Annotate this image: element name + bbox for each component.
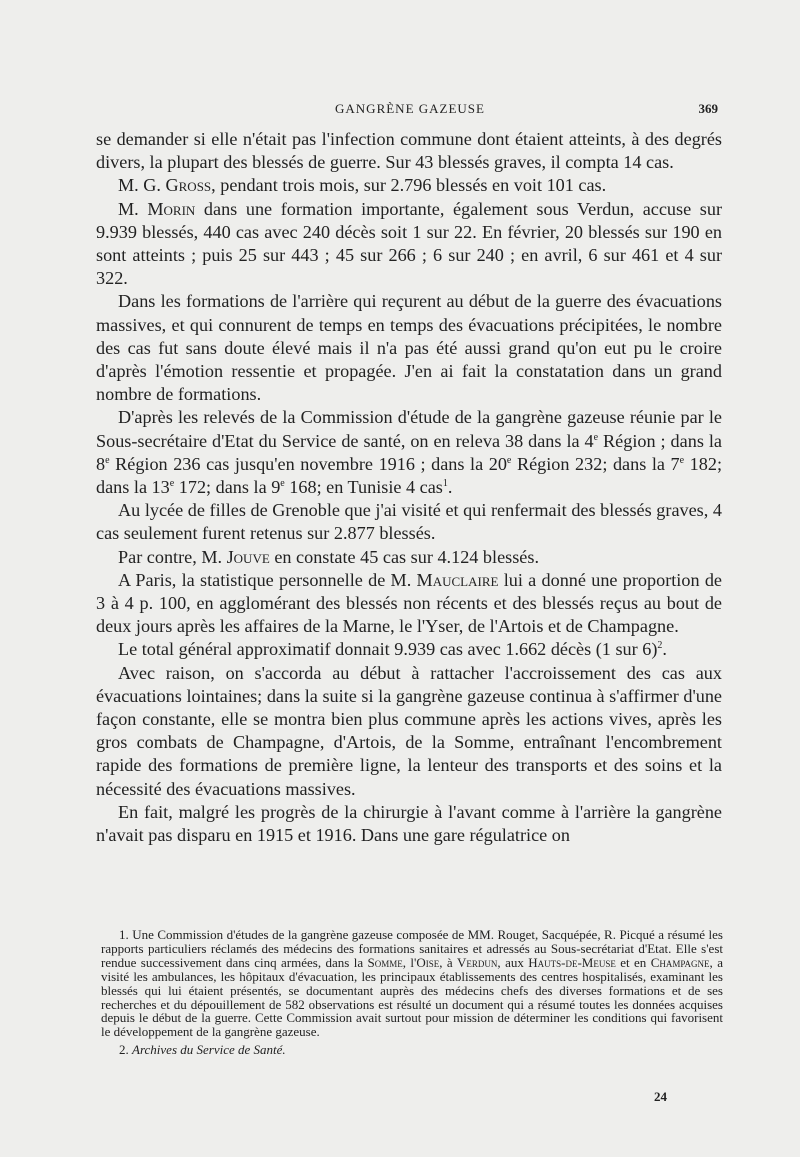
paragraph-10: Avec raison, on s'accorda au début à rattacher l'accroissement des cas aux évacuations lointaines; dans la suite si la gangrène gazeuse continua à s'affirmer d'une façon constante, elle se montra bien plus commune après les actions vives, après les gros combats de Champagne, d'Artois, de la Somme, entraînant l'encombrement rapide des formations de première ligne, la lenteur des transports et des soins et la nécessité des évacuations massives. [96, 662, 722, 799]
paragraph-1: se demander si elle n'était pas l'infection commune dont étaient atteints, à des degrés divers, la plupart des blessés de guerre. Sur 43 blessés graves, il compta 14 cas. [96, 129, 722, 173]
footnotes [101, 928, 723, 1057]
footnote-ref-2: 2 [657, 640, 663, 652]
footnote-ref-1: 1 [442, 477, 448, 489]
paragraph-9: Le total général approximatif donnait 9.939 cas avec 1.662 décès (1 sur 6)$^2$. [118, 639, 667, 660]
footnote-1: 1. Une Commission d'études de la gangrène gazeuse composée de MM. Rouget, Sacquépée, R. Picqué a résumé les rapports particuliers réclamés des médecins des formations sanitaires et adressés au Sous-secrétariat d'Etat. Elle s'est rendue successivement dans cinq armées, dans la Somme, l'Oise, à Verdun, aux Hauts-de-Meuse et en Champagne, a visité les ambulances, les hôpitaux d'évacuation, les principaux établissements des centres hospitalisés, examinant les blessés qui lui étaient présentés, se documentant auprès des médecins chefs des diverses formations et de ses recherches et du dépouillement de 582 observations est résulté un document qui a résumé toutes les données acquises depuis le début de la guerre. Cette Commission avait surtout pour mission de déterminer les conditions qui favorisent le développement de la gangrène gazeuse. [101, 927, 723, 1040]
author-name: Mauclaire [416, 569, 499, 590]
author-name: Jouve [226, 546, 270, 567]
paragraph-3: M. Morin dans une formation importante, également sous Verdun, accuse sur 9.939 blessés, 440 cas avec 240 décès soit 1 sur 22. En février, 20 blessés sur 190 en sont atteints ; puis 25 sur 443 ; 45 sur 266 ; 6 sur 240 ; en avril, 6 sur 461 et 4 sur 322. [96, 198, 722, 289]
author-name: Morin [147, 198, 196, 219]
paragraph-11: En fait, malgré les progrès de la chirurgie à l'avant comme à l'arrière la gangrène n'avait pas disparu en 1915 et 1916. Dans une gare régulatrice on [96, 801, 722, 846]
footnote-2: 2. Archives du Service de Santé. [119, 1042, 286, 1058]
author-name: Gross [165, 175, 212, 196]
paragraph-4: Dans les formations de l'arrière qui reçurent au début de la guerre des évacuations massives, et qui connurent de temps en temps des évacuations précipitées, le nombre des cas fut sans doute élevé mais il n'a pas été aussi grand qu'on eut pu le croire d'après l'émotion ressentie et propagée. J'en ai fait la constatation dans un grand nombre de formations. [96, 291, 722, 405]
body-text [96, 128, 722, 847]
paragraph-2: M. G. Gross, pendant trois mois, sur 2.796 blessés en voit 101 cas. [118, 175, 607, 196]
paragraph-5: D'après les relevés de la Commission d'étude de la gangrène gazeuse réunie par le Sous-secrétaire d'Etat du Service de santé, on en releva 38 dans la 4e Région ; dans la 8e Région 236 cas jusqu'en novembre 1916 ; dans la 20e Région 232; dans la 7e 182; dans la 13e 172; dans la 9e 168; en Tunisie 4 cas$^1$. [96, 407, 722, 498]
paragraph-8: A Paris, la statistique personnelle de M. Mauclaire lui a donné une proportion de 3 à 4 p. 100, en agglomérant des blessés non récents et des blessés reçus au bout de deux jours après les affaires de la Marne, le l'Yser, de l'Artois et de Champagne. [96, 569, 722, 637]
paragraph-7: Par contre, M. Jouve en constate 45 cas sur 4.124 blessés. [118, 546, 539, 567]
page-number: 369 [698, 101, 718, 116]
signature-mark: 24 [654, 1089, 667, 1104]
paragraph-6: Au lycée de filles de Grenoble que j'ai visité et qui renfermait des blessés graves, 4 cas seulement furent retenus sur 2.877 blessés. [96, 500, 722, 544]
running-title: GANGRÈNE GAZEUSE [335, 101, 485, 116]
running-head [96, 101, 724, 121]
